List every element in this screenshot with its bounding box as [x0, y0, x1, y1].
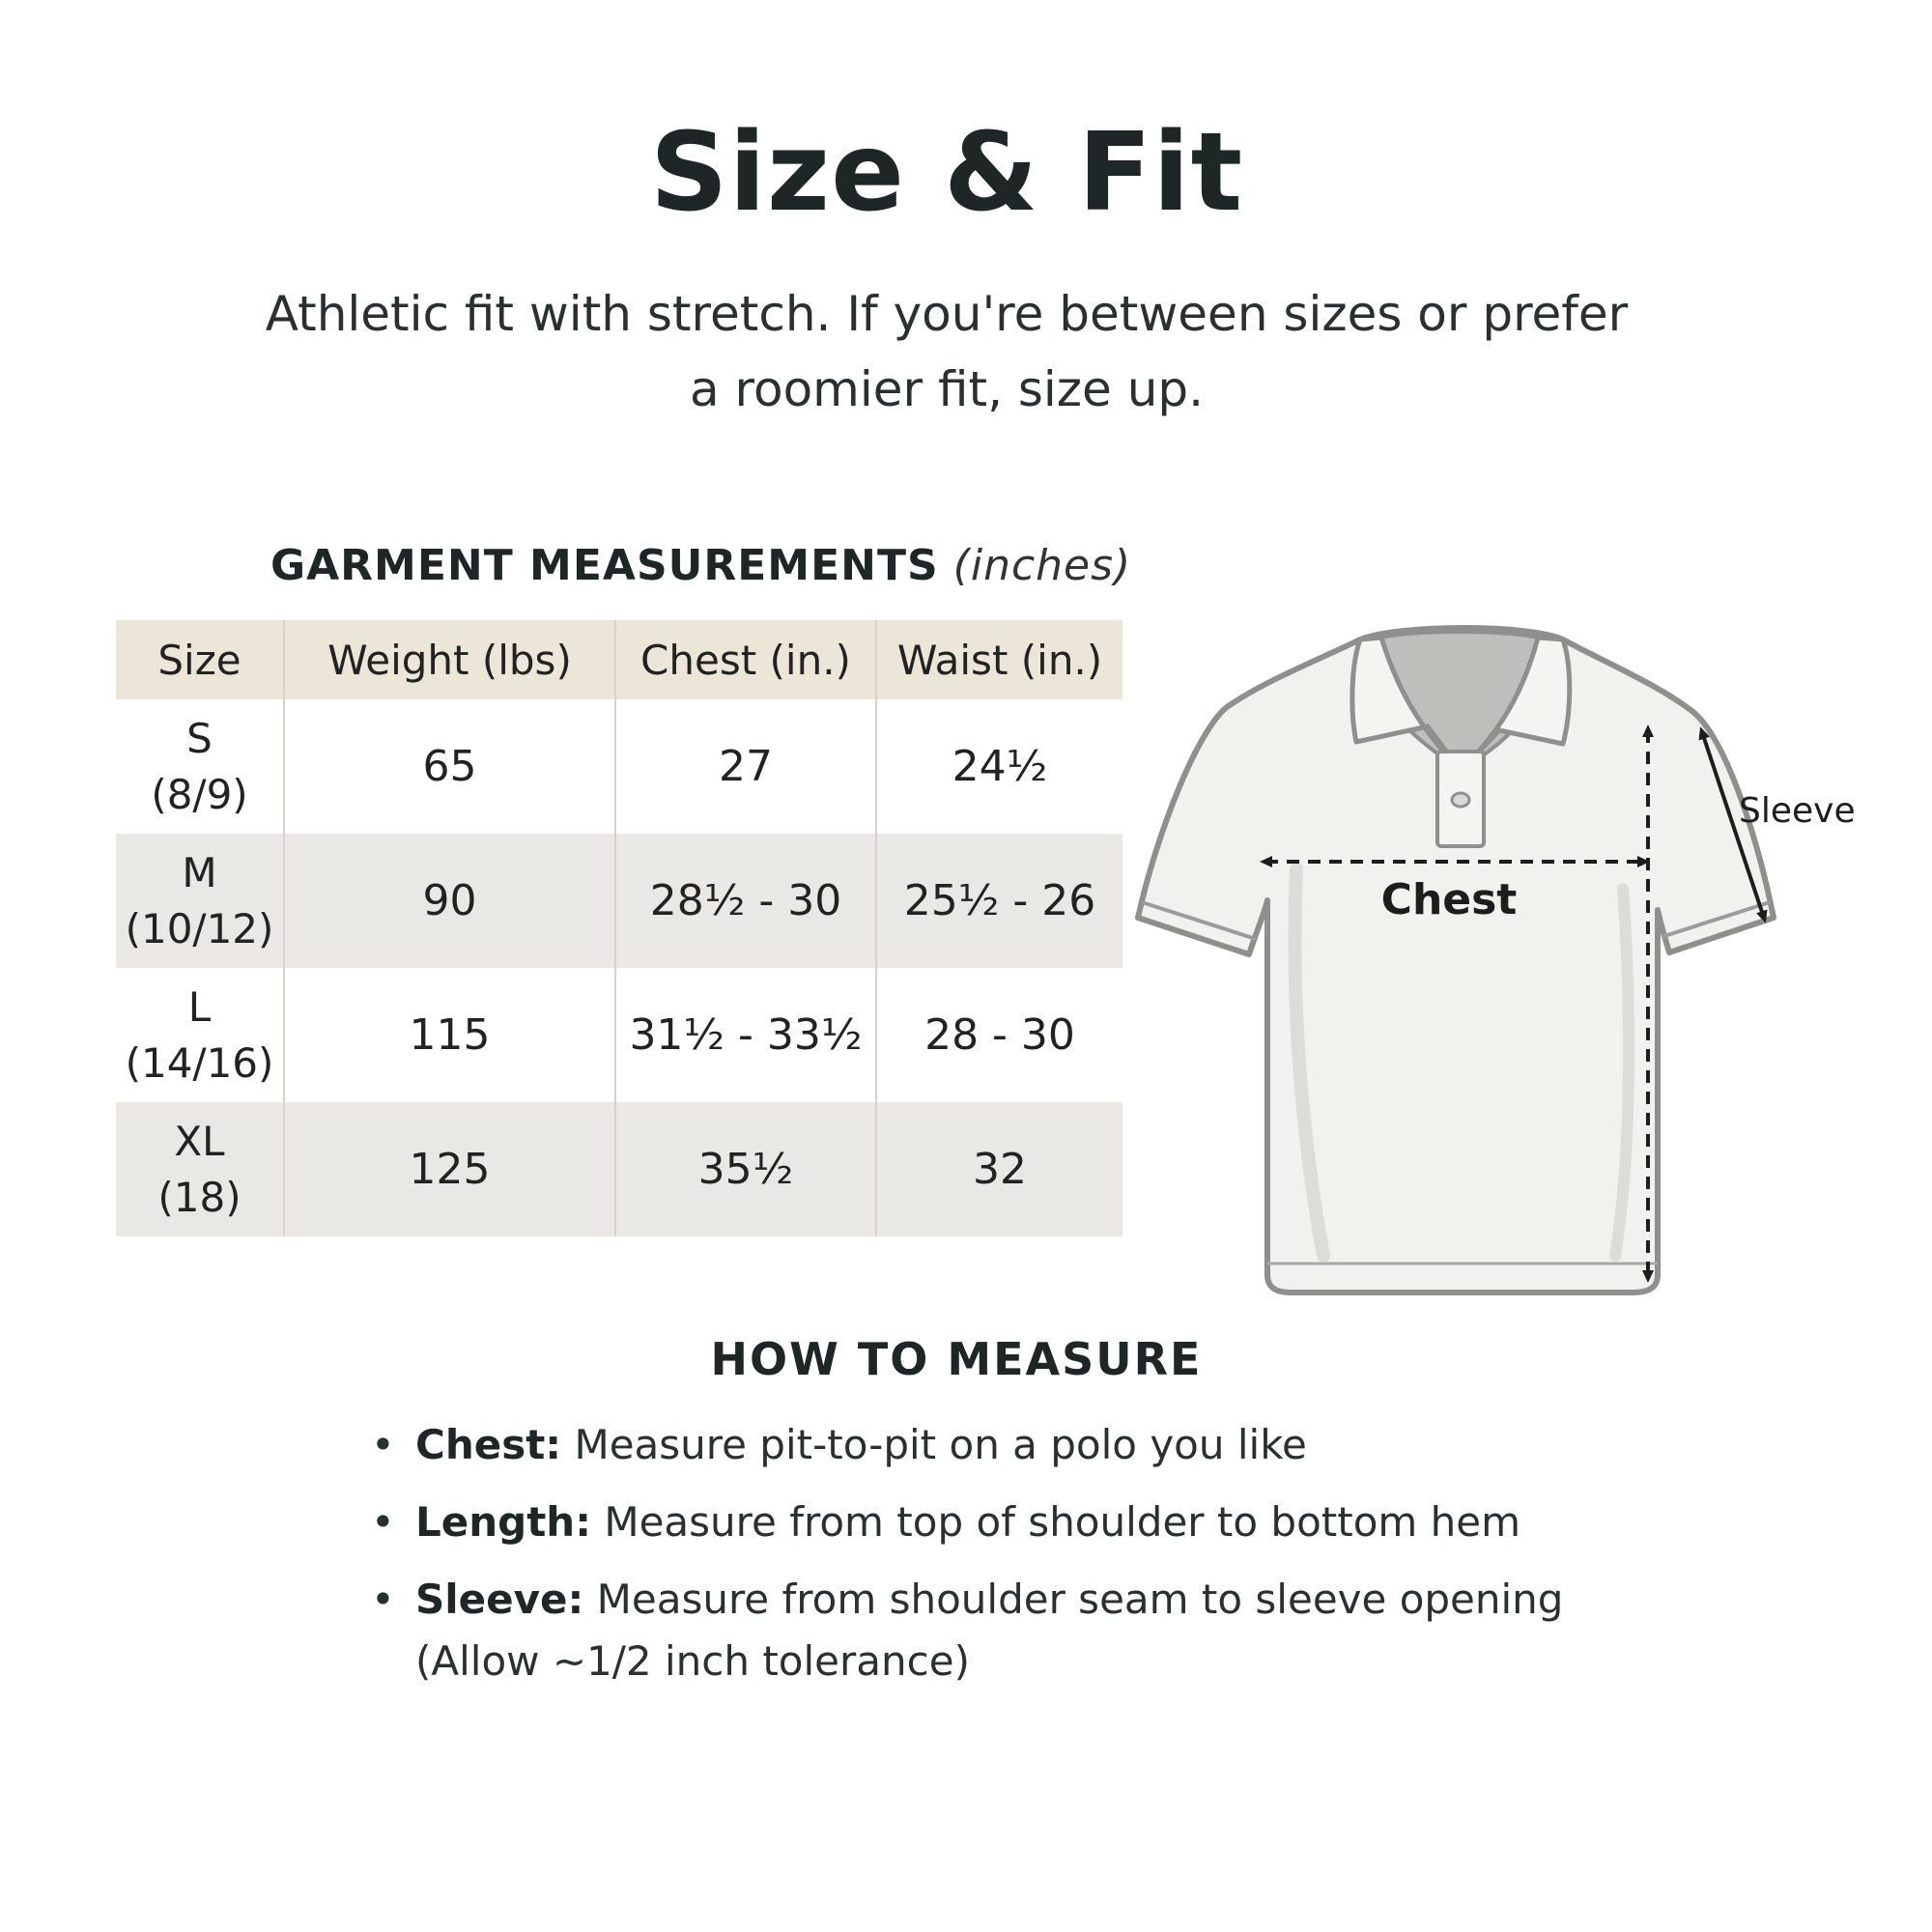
column-header-weight: Weight (lbs)	[284, 620, 615, 699]
table-heading-unit: (inches)	[952, 541, 1132, 590]
size-range: (10/12)	[125, 904, 274, 952]
size-cell	[116, 1102, 284, 1236]
chest-cell: 31½ - 33½	[615, 968, 876, 1102]
polo-shirt-diagram	[1121, 599, 1893, 1323]
column-header-size: Size	[157, 636, 242, 684]
size-range: (18)	[157, 1173, 242, 1221]
column-header-waist: Waist (in.)	[876, 620, 1122, 699]
size-cell	[116, 699, 284, 834]
weight-cell: 90	[284, 834, 615, 968]
polo-shirt-svg	[1121, 599, 1893, 1323]
list-item	[371, 1493, 1627, 1551]
weight-cell: 115	[284, 968, 615, 1102]
measure-text: Measure from top of shoulder to bottom hem	[604, 1498, 1521, 1546]
waist-cell: 24½	[876, 699, 1122, 834]
table-header-row	[116, 620, 1122, 699]
size-label: M	[182, 848, 217, 896]
chest-diagram-label: Chest	[1380, 875, 1518, 924]
button-icon	[1452, 793, 1469, 807]
chest-cell: 28½ - 30	[615, 834, 876, 968]
size-range: (14/16)	[125, 1038, 274, 1087]
weight-cell: 125	[284, 1102, 615, 1236]
size-cell	[116, 834, 284, 968]
table-heading	[270, 541, 1131, 590]
size-cell	[116, 968, 284, 1102]
measure-text: Measure pit-to-pit on a polo you like	[574, 1421, 1307, 1468]
table-row	[116, 968, 1122, 1102]
size-label: XL	[174, 1117, 225, 1165]
waist-cell: 28 - 30	[876, 968, 1122, 1102]
page-title: Size & Fit	[649, 110, 1244, 236]
measure-term: Sleeve:	[415, 1576, 584, 1623]
measure-term: Length:	[415, 1498, 591, 1546]
bullet-icon: •	[371, 1421, 395, 1468]
bullet-icon: •	[371, 1576, 395, 1623]
weight-cell: 65	[284, 699, 615, 834]
list-item	[371, 1416, 1627, 1474]
fit-description: Athletic fit with stretch. If you're between sizes or prefer a roomier fit, size up.	[265, 286, 1629, 417]
sleeve-diagram-label: Sleeve	[1739, 791, 1856, 831]
size-label: S	[186, 714, 213, 762]
column-header-chest: Chest (in.)	[615, 620, 876, 699]
chest-cell: 27	[615, 699, 876, 834]
measure-text: Measure from shoulder seam to sleeve opening	[596, 1576, 1564, 1623]
tolerance-note: (Allow ~1/2 inch tolerance)	[415, 1637, 970, 1685]
size-chart-table	[116, 620, 1122, 1236]
chest-cell: 35½	[615, 1102, 876, 1236]
measure-term: Chest:	[415, 1421, 562, 1468]
bullet-icon: •	[371, 1498, 395, 1546]
table-row	[116, 1102, 1122, 1236]
waist-cell: 32	[876, 1102, 1122, 1236]
size-label: L	[187, 982, 212, 1031]
table-row	[116, 699, 1122, 834]
waist-cell: 25½ - 26	[876, 834, 1122, 968]
how-to-measure-list	[371, 1416, 1627, 1710]
list-item	[371, 1571, 1627, 1690]
size-range: (8/9)	[151, 770, 248, 818]
how-to-measure-heading: HOW TO MEASURE	[710, 1333, 1203, 1385]
table-row	[116, 834, 1122, 968]
table-heading-text: GARMENT MEASUREMENTS	[270, 541, 939, 590]
